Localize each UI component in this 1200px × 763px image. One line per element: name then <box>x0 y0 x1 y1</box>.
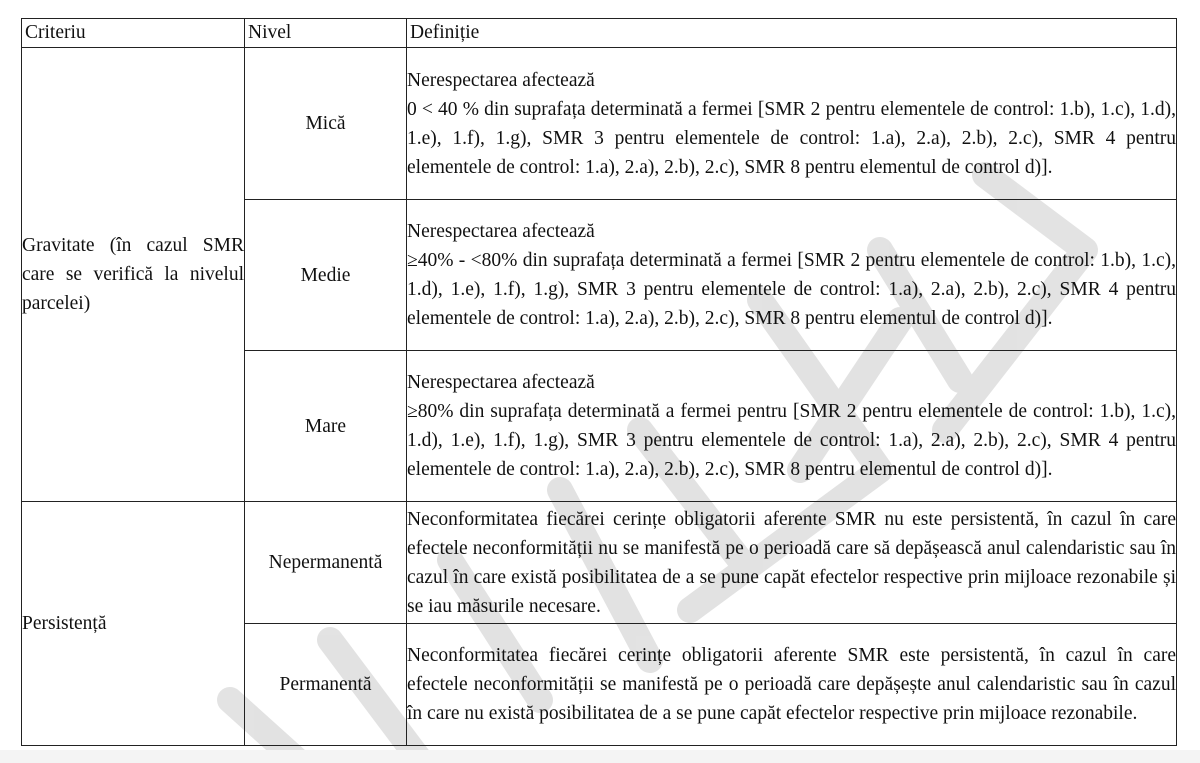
definition-body: ≥40% - <80% din suprafața determinată a fermei [SMR 2 pentru elementele de control: 1.b), 1.c), 1.d), 1.e), 1.f), 1.g), SMR 3 pentru elementele de control: 1.a), 2.a), 2.b), 2.c), SMR 4 pentru elementele de control: 1.a), 2.a), 2.b), 2.c), SMR 8 pentru elementul de control d)]. <box>407 250 1176 329</box>
definition-intro: Nerespectarea afectează <box>407 221 595 242</box>
level-nepermanenta: Nepermanentă <box>245 502 407 624</box>
definition-mare <box>407 351 1177 502</box>
criterion-gravitate: Gravitate (în cazul SMR care se verifică la nivelul parcelei) <box>22 48 245 502</box>
criteria-table <box>21 18 1177 746</box>
level-permanenta: Permanentă <box>245 624 407 746</box>
level-medie: Medie <box>245 200 407 351</box>
definition-nepermanenta: Neconformitatea fiecărei cerințe obligatorii aferente SMR nu este persistentă, în cazul în care efectele neconformității nu se manifestă pe o perioadă care să depășească anul calendaristic sau în cazul în care există posibilitatea de a se pune capăt efectelor respective prin mijloace rezonabile și se iau măsurile necesare. <box>407 502 1177 624</box>
definition-body: 0 < 40 % din suprafața determinată a fermei [SMR 2 pentru elementele de control: 1.b), 1.c), 1.d), 1.e), 1.f), 1.g), SMR 3 pentru elementele de control: 1.a), 2.a), 2.b), 2.c), SMR 4 pentru elementele de control: 1.a), 2.a), 2.b), 2.c), SMR 8 pentru elementul de control d)]. <box>407 98 1176 178</box>
level-mica: Mică <box>245 48 407 200</box>
definition-body: ≥80% din suprafața determinată a fermei pentru [SMR 2 pentru elementele de control: 1.b), 1.c), 1.d), 1.e), 1.f), 1.g), SMR 3 pentru elementele de control: 1.a), 2.a), 2.b), 2.c), SMR 4 pentru elementele de control: 1.a), 2.a), 2.b), 2.c), SMR 8 pentru elementul de control d)]. <box>407 401 1176 480</box>
definition-mica <box>407 48 1177 200</box>
table-row <box>22 502 1177 624</box>
criterion-persistenta: Persistență <box>22 502 245 746</box>
table-header-row <box>22 19 1177 48</box>
table-row <box>22 48 1177 200</box>
header-definitie: Definiție <box>407 19 1177 48</box>
definition-intro: Nerespectarea afectează <box>407 372 595 393</box>
level-mare: Mare <box>245 351 407 502</box>
header-criteriu: Criteriu <box>22 19 245 48</box>
header-nivel: Nivel <box>245 19 407 48</box>
definition-intro: Nerespectarea afectează <box>407 69 595 91</box>
page-bottom-edge <box>0 750 1200 763</box>
definition-medie <box>407 200 1177 351</box>
definition-permanenta: Neconformitatea fiecărei cerințe obligatorii aferente SMR este persistentă, în cazul în care efectele neconformității se manifestă pe o perioadă care depășește anul calendaristic sau în cazul în care nu există posibilitatea de a se pune capăt efectelor respective prin mijloace rezonabile. <box>407 624 1177 746</box>
